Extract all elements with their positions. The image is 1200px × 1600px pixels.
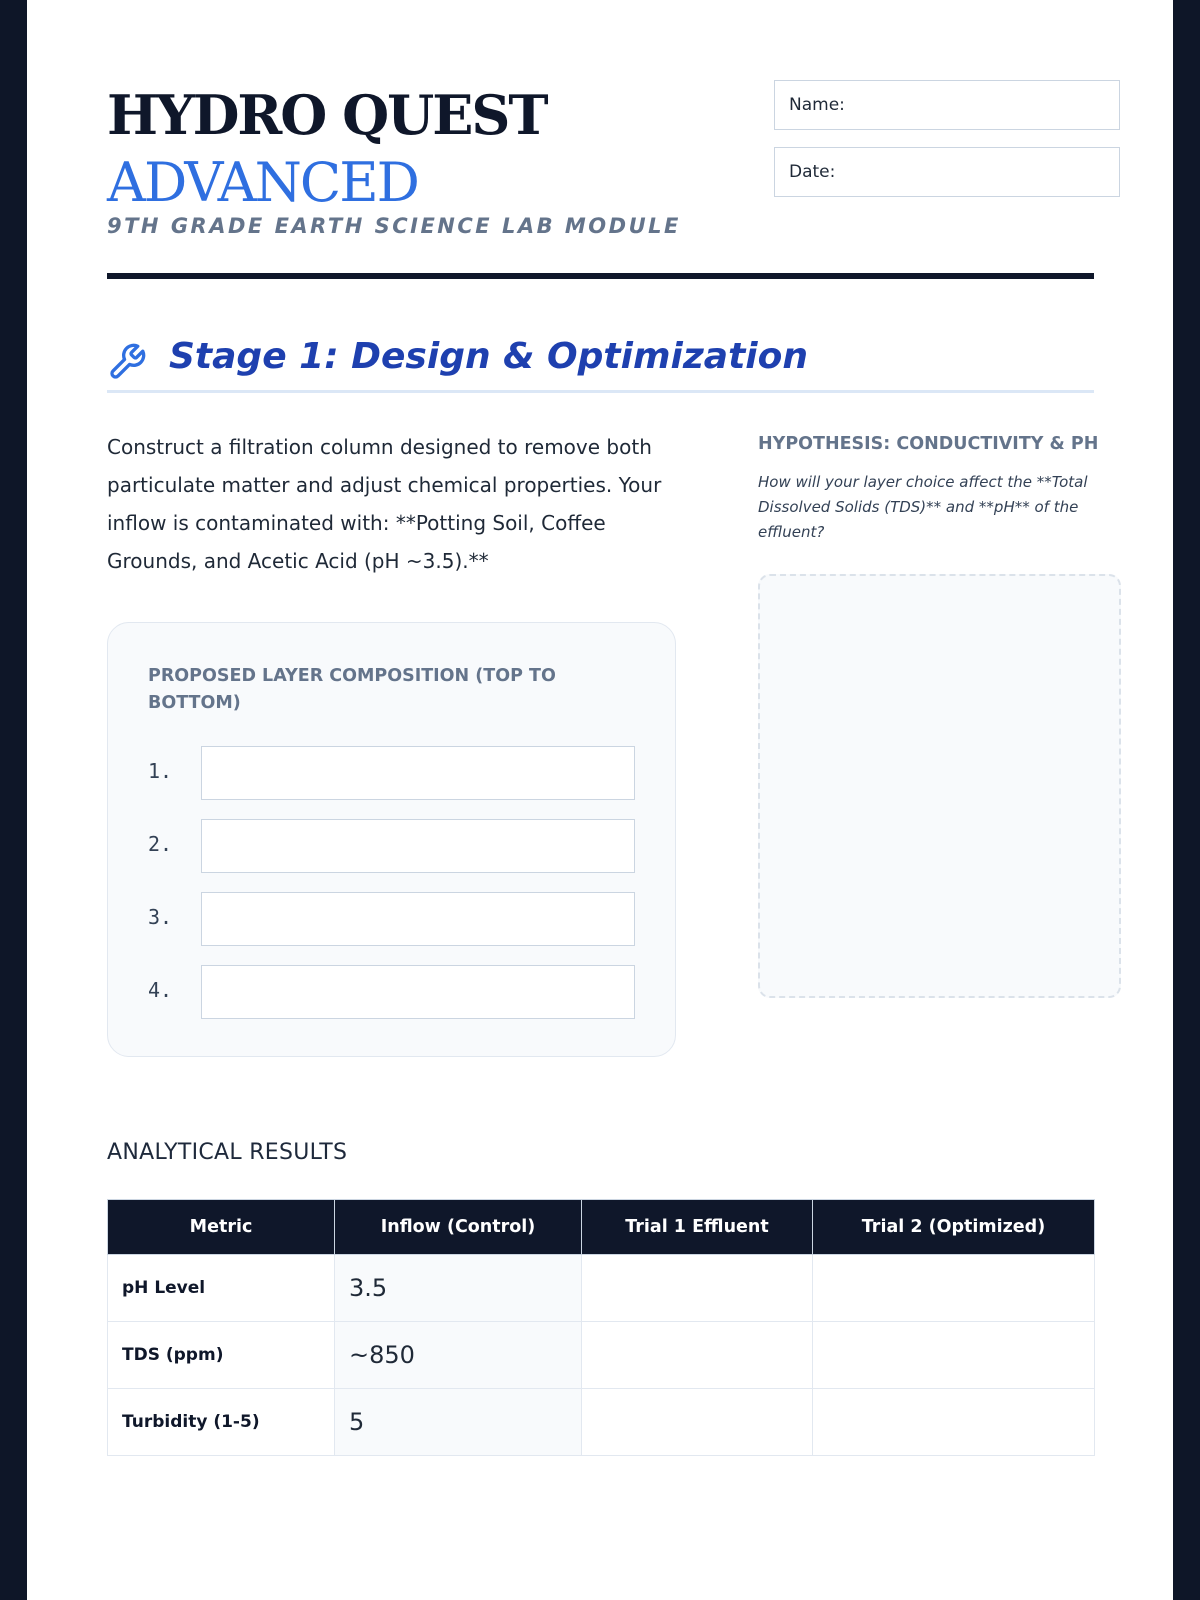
trial-1-cell[interactable] xyxy=(582,1389,813,1456)
layer-row xyxy=(148,819,638,873)
table-header-row xyxy=(108,1200,1095,1255)
module-tagline: 9TH GRADE EARTH SCIENCE LAB MODULE xyxy=(107,214,681,238)
name-field[interactable] xyxy=(774,80,1120,130)
stage-title: Stage 1: Design & Optimization xyxy=(169,336,808,377)
layer-number: 4. xyxy=(148,978,173,1002)
metric-cell: TDS (ppm) xyxy=(108,1322,335,1389)
layer-row xyxy=(148,746,638,800)
layer-input-4[interactable] xyxy=(201,965,635,1019)
stage-header xyxy=(107,330,1094,393)
trial-2-cell[interactable] xyxy=(813,1322,1095,1389)
metric-cell: Turbidity (1-5) xyxy=(108,1389,335,1456)
trial-2-cell[interactable] xyxy=(813,1255,1095,1322)
layer-input-2[interactable] xyxy=(201,819,635,873)
trial-1-cell[interactable] xyxy=(582,1322,813,1389)
layer-input-1[interactable] xyxy=(201,746,635,800)
layer-composition-heading: PROPOSED LAYER COMPOSITION (TOP TO BOTTOM) xyxy=(148,666,556,713)
wrench-icon xyxy=(107,342,147,382)
hypothesis-question: How will your layer choice affect the **Total Dissolved Solids (TDS)** and **pH** of the effluent? xyxy=(758,473,1088,541)
column-header-inflow: Inflow (Control) xyxy=(335,1200,582,1255)
title-line-1: HYDRO QUEST xyxy=(107,83,547,147)
layer-number: 2. xyxy=(148,832,173,856)
name-label: Name: xyxy=(789,95,845,115)
results-table xyxy=(107,1199,1095,1456)
table-row xyxy=(108,1389,1095,1456)
title-line-2: ADVANCED xyxy=(107,151,418,214)
layer-input-3[interactable] xyxy=(201,892,635,946)
layer-number: 3. xyxy=(148,905,173,929)
intro-paragraph: Construct a filtration column designed to remove both particulate matter and adjust chemical properties. Your inflow is contaminated with: **Potting Soil, Coffee Grounds, and Acetic Acid (pH ~3.5).** xyxy=(107,435,662,573)
worksheet-page xyxy=(27,0,1173,1600)
table-row xyxy=(108,1322,1095,1389)
column-header-trial-1: Trial 1 Effluent xyxy=(582,1200,813,1255)
results-heading: ANALYTICAL RESULTS xyxy=(107,1140,348,1165)
hypothesis-answer-box[interactable] xyxy=(758,574,1121,998)
column-header-trial-2: Trial 2 (Optimized) xyxy=(813,1200,1095,1255)
trial-2-cell[interactable] xyxy=(813,1389,1095,1456)
inflow-cell: 3.5 xyxy=(335,1255,582,1322)
inflow-cell: ~850 xyxy=(335,1322,582,1389)
layer-row xyxy=(148,892,638,946)
layer-composition-panel xyxy=(107,622,676,1057)
table-row xyxy=(108,1255,1095,1322)
layer-number: 1. xyxy=(148,759,173,783)
date-field[interactable] xyxy=(774,147,1120,197)
hypothesis-label: HYPOTHESIS: CONDUCTIVITY & PH xyxy=(758,434,1099,454)
header-divider xyxy=(107,273,1094,279)
layer-row xyxy=(148,965,638,1019)
metric-cell: pH Level xyxy=(108,1255,335,1322)
inflow-cell: 5 xyxy=(335,1389,582,1456)
column-header-metric: Metric xyxy=(108,1200,335,1255)
trial-1-cell[interactable] xyxy=(582,1255,813,1322)
date-label: Date: xyxy=(789,162,836,182)
